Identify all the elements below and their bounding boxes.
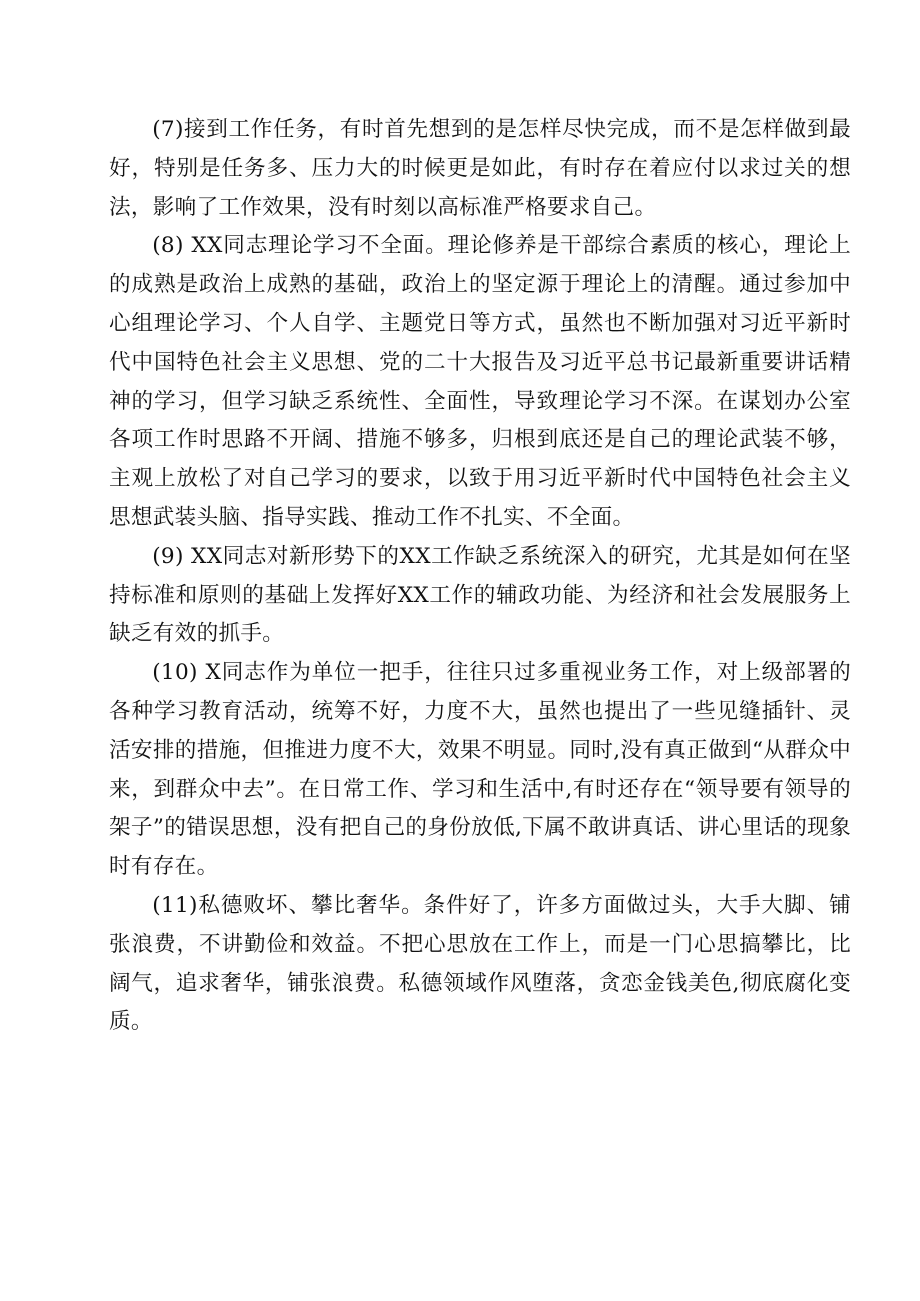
paragraph-9: (9) XX同志对新形势下的XX工作缺乏系统深入的研究，尤其是如何在坚持标准和原则的基础上发挥好XX工作的辅政功能、为经济和社会发展服务上缺乏有效的抓手。 (109, 543, 851, 647)
paragraph-11: (11)私德败坏、攀比奢华。条件好了，许多方面做过头，大手大脚、铺张浪费，不讲勤俭和效益。不把心思放在工作上，而是一门心思搞攀比，比阔气，追求奢华，铺张浪费。私德领域作风堕落，贪恋金钱美色,彻底腐化变质。 (109, 892, 851, 1035)
paragraph-8: (8) XX同志理论学习不全面。理论修养是干部综合素质的核心，理论上的成熟是政治上成熟的基础，政治上的坚定源于理论上的清醒。通过参加中心组理论学习、个人自学、主题党日等方式，虽然也不断加强对习近平新时代中国特色社会主义思想、党的二十大报告及习近平总书记最新重要讲话精神的学习，但学习缺乏系统性、全面性，导致理论学习不深。在谋划办公室各项工作时思路不开阔、措施不够多，归根到底还是自己的理论武装不够，主观上放松了对自己学习的要求，以致于用习近平新时代中国特色社会主义思想武装头脑、指导实践、推动工作不扎实、不全面。 (109, 233, 851, 530)
paragraph-10: (10) X同志作为单位一把手，往往只过多重视业务工作，对上级部署的各种学习教育活动，统筹不好，力度不大，虽然也提出了一些见缝插针、灵活安排的措施，但推进力度不大，效果不明显。同时,没有真正做到“从群众中来，到群众中去”。在日常工作、学习和生活中,有时还存在“领导要有领导的架子”的错误思想，没有把自己的身份放低,下属不敢讲真话、讲心里话的现象时有存在。 (109, 660, 851, 880)
document-body (109, 111, 851, 1042)
paragraph-7: (7)接到工作任务，有时首先想到的是怎样尽快完成，而不是怎样做到最好，特别是任务多、压力大的时候更是如此，有时存在着应付以求过关的想法，影响了工作效果，没有时刻以高标准严格要求自己。 (109, 117, 851, 220)
